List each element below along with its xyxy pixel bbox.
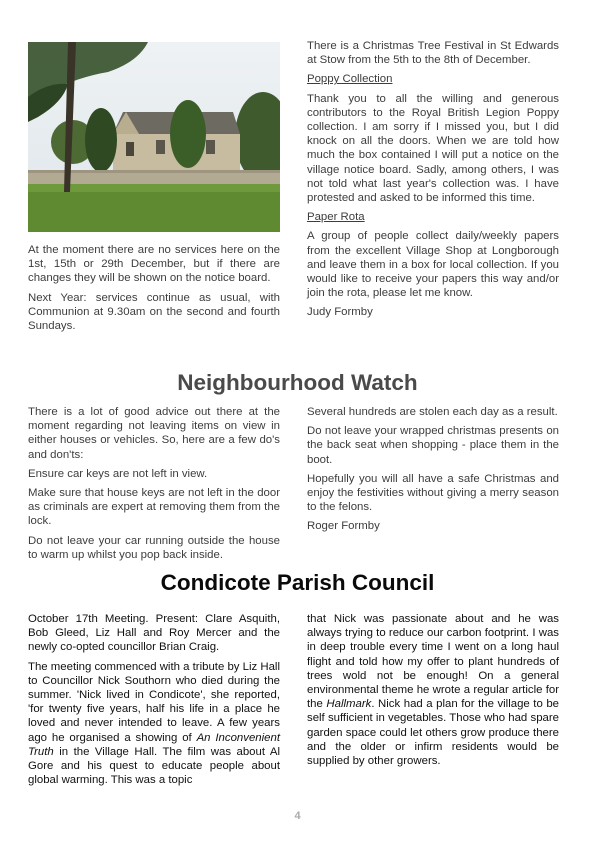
publication-title: Hallmark (326, 698, 372, 711)
council-right-column (307, 612, 559, 773)
poppy-paragraph: Thank you to all the willing and generous contributors to the Royal British Legion Poppy collection. I am sorry if I missed you, but I did knock on all the doors. When we are told how much the box contained I will put a notice on the village notice board. Sadly, among others, I was not told what last year's collection was. I have protested and asked to be informed this time. (307, 92, 559, 205)
film-title: An Inconvenient Truth (28, 731, 280, 758)
signature: Roger Formby (307, 520, 380, 533)
meeting-attendance: October 17th Meeting. Present: Clare Asquith, Bob Gleed, Liz Hall and Roy Mercer and the newly co-opted councillor Brian Craig. (28, 613, 280, 654)
paper-rota-heading: Paper Rota (307, 211, 365, 224)
watch-tip-house-keys: Make sure that house keys are not left in the door as criminals are expert at removing them from the lock. (28, 487, 280, 528)
watch-closing: Hopefully you will all have a safe Christmas and enjoy the festivities without giving a merry season to the felons. (307, 472, 559, 514)
watch-right-column (307, 405, 559, 539)
church-photo (28, 42, 280, 232)
parish-council-heading: Condicote Parish Council (160, 570, 435, 595)
paper-rota-paragraph: A group of people collect daily/weekly papers from the excellent Village Shop at Longborough and leave them in a box for local collection. If you would like to receive your papers this way and/or join the rota, please let me know. (307, 230, 559, 300)
top-right-column (307, 39, 559, 325)
watch-tip-presents: Do not leave your wrapped christmas presents on the back seat when shopping - place them in the boot. (307, 425, 559, 466)
watch-stolen: Several hundreds are stolen each day as a result. (307, 406, 558, 418)
services-paragraph: At the moment there are no services here on the 1st, 15th or 29th December, but if there are changes they will be shown on the notice board. (28, 244, 280, 285)
top-left-column (28, 243, 280, 338)
next-year-paragraph: Next Year: services continue as usual, with Communion at 9.30am on the second and fourth Sundays. (28, 291, 280, 333)
tribute-paragraph: The meeting commenced with a tribute by Liz Hall to Councillor Nick Southorn who died during the summer. 'Nick lived in Condicote', she reported, 'for twenty five years, half his life in a place he loved and never intended to leave. A few years ago he organised a showing of An Inconvenient Truth in the Village Hall. The film was about Al Gore and his quest to educate people about global warming. This was a topic (28, 660, 280, 787)
watch-tip-keys: Ensure car keys are not left in view. (28, 467, 208, 480)
poppy-heading: Poppy Collection (307, 73, 393, 86)
watch-left-column (28, 405, 280, 567)
festival-paragraph: There is a Christmas Tree Festival in St Edwards at Stow from the 5th to the 8th of December. (307, 40, 559, 67)
neighbourhood-watch-heading: Neighbourhood Watch (177, 370, 418, 395)
signature: Judy Formby (307, 306, 373, 319)
page-number: 4 (294, 810, 301, 822)
watch-tip-car: Do not leave your car running outside the house to warm up whilst you pop back inside. (28, 534, 280, 561)
watch-intro: There is a lot of good advice out there at the moment regarding not leaving items on view in either houses or vehicles. So, here are a few do's and don'ts: (28, 406, 280, 461)
tribute-continued: that Nick was passionate about and he was always trying to reduce our carbon footprint. I was in deep trouble every time I went on a long haul flight and told how my offer to plant hundreds of trees wold not be enough! On a general environmental theme he wrote a regular article for the Hallmark. Nick had a plan for the village to be self sufficient in vegetables. Those who had spare garden space could let others grow produce there and the older or infirm residents would be supplied by other growers. (307, 613, 560, 768)
council-left-column (28, 612, 280, 792)
